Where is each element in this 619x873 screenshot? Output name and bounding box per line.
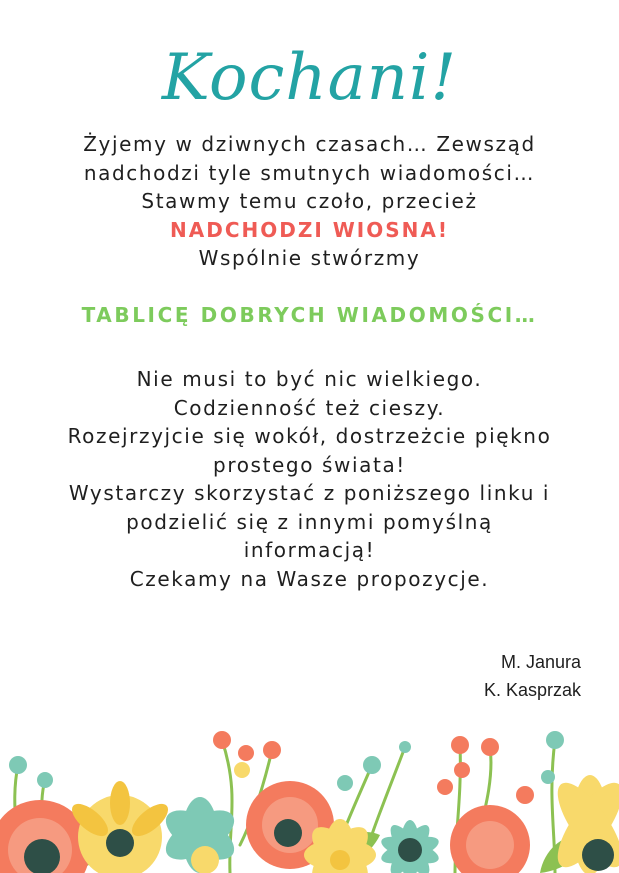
body-line-2: Codzienność też cieszy. [173,395,446,420]
spring-highlight: NADCHODZI WIOSNA! [170,217,449,242]
intro-line-3: Stawmy temu czoło, przecież [141,189,478,213]
intro-paragraph [0,130,619,273]
body-line-3: Rozejrzyjcie się wokół, dostrzeżcie piękno [67,424,552,448]
body-line-5: Wystarczy skorzystać z poniższego linku i [68,481,551,505]
greeting-title: Kochani! [161,41,458,115]
body-paragraph [0,365,619,593]
author-name-1: M. Janura [500,652,581,672]
signature [484,648,581,704]
coral-flower-right [450,805,530,873]
intro-line-5: Wspólnie stwórzmy [198,246,421,270]
body-line-7: informacją! [243,538,376,562]
spring-flowers-border [0,725,619,873]
author-name-2: K. Kasprzak [483,680,581,700]
body-line-6: podzielić się z innymi pomyślną [126,509,493,534]
body-line-8: Czekamy na Wasze propozycje. [129,566,490,591]
intro-line-1: Żyjemy w dziwnych czasach… Zewsząd [83,132,536,156]
teal-daisy-center [378,820,441,873]
intro-line-2: nadchodzi tyle smutnych wiadomości… [83,160,536,185]
body-line-4: prostego świata! [213,452,406,477]
board-subtitle: TABLICĘ DOBRYCH WIADOMOŚCI… [81,303,538,327]
body-line-1: Nie musi to być nic wielkiego. [136,367,483,391]
